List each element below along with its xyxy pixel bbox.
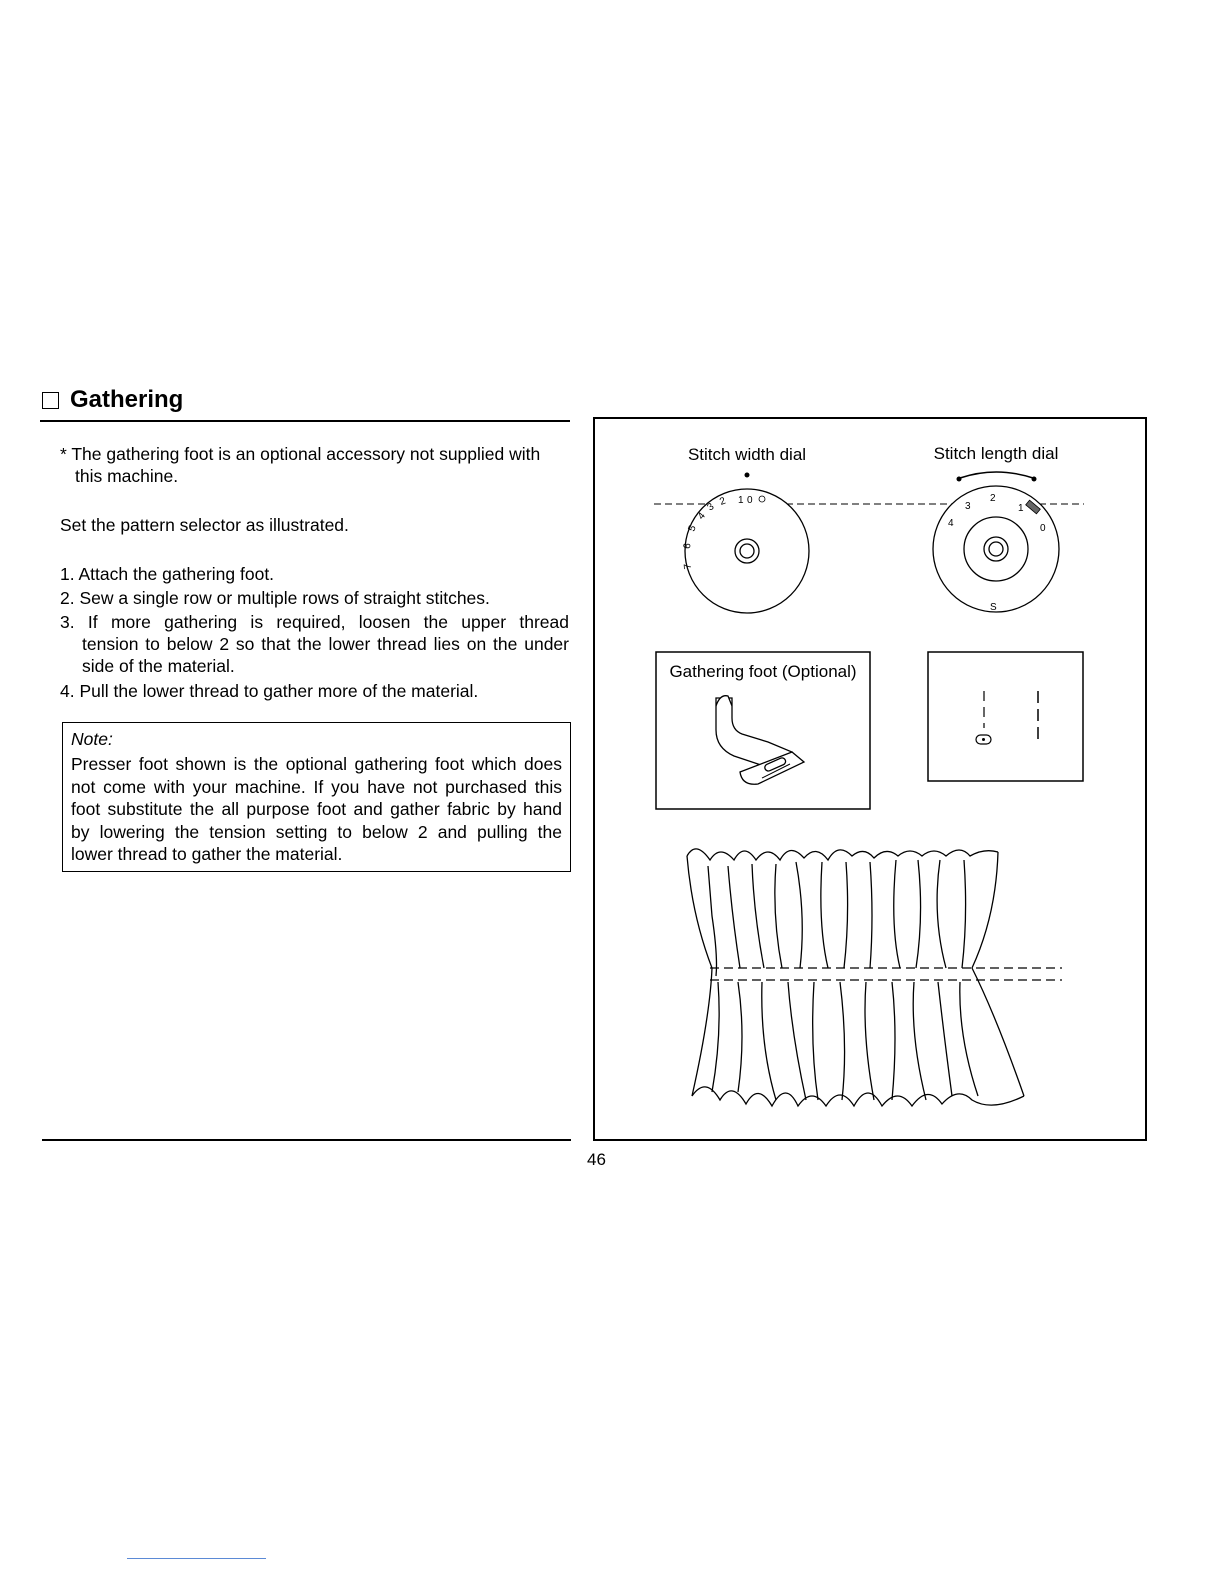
width-dial-number: 5: [686, 524, 699, 534]
stitch-pattern-box: [928, 652, 1083, 781]
gathering-foot-box: [656, 652, 870, 809]
stitch-length-dial: [933, 472, 1059, 613]
accessory-note-line1: * The gathering foot is an optional accessory not supplied with: [60, 444, 541, 464]
accessory-note-line2: this machine.: [75, 466, 179, 486]
bottom-rule: [42, 1139, 571, 1141]
note-line: Presser foot shown is the optional gathering foot which does: [71, 754, 562, 774]
figure-panel: [592, 416, 1152, 1144]
width-dial-number: 1: [738, 495, 744, 506]
width-dial-number: 2: [718, 495, 728, 508]
step-4: 4. Pull the lower thread to gather more of the material.: [60, 681, 479, 701]
page-number: 46: [587, 1150, 606, 1169]
width-dial-number: 3: [705, 501, 717, 514]
note-body: [71, 753, 562, 866]
bottom-accent-line: [127, 1558, 266, 1559]
length-dial-number: 3: [965, 501, 971, 512]
step-3-line1: 3. If more gathering is required, loosen the upper thread: [60, 612, 569, 632]
stitch-length-dial-label: Stitch length dial: [933, 444, 1059, 463]
gathering-foot-icon: [716, 696, 804, 785]
heading-rule: [40, 420, 570, 422]
width-dial-number: 4: [695, 510, 708, 522]
stitch-width-dial-label: Stitch width dial: [687, 445, 807, 464]
step-2: 2. Sew a single row or multiple rows of straight stitches.: [60, 588, 490, 608]
note-title: Note:: [71, 729, 113, 749]
width-dial-number: 6: [682, 542, 694, 550]
gathered-fabric-illustration: [687, 849, 1062, 1106]
width-dial-number: 7: [682, 563, 694, 570]
note-box: [62, 722, 571, 872]
width-dial-number: 0: [747, 495, 753, 506]
section-title: Gathering: [70, 386, 184, 413]
length-dial-number: 2: [990, 493, 996, 504]
stitch-width-dial: [682, 473, 809, 614]
step-1: 1. Attach the gathering foot.: [60, 564, 275, 584]
length-dial-number: 0: [1040, 523, 1046, 534]
length-dial-number: S: [990, 602, 997, 613]
note-line: foot substitute the all purpose foot and gather fabric by hand: [71, 799, 562, 819]
step-3-line3: side of the material.: [82, 656, 235, 676]
note-line: by lowering the tension setting to below 2 and pulling the: [71, 821, 562, 842]
note-line: not come with your machine. If you have not purchased this: [71, 776, 562, 797]
heading-checkbox-icon: [42, 392, 59, 409]
length-dial-range-arc: [960, 472, 1033, 478]
length-dial-number: 4: [948, 518, 954, 529]
width-dial-marker: [745, 473, 750, 478]
pattern-instruction: Set the pattern selector as illustrated.: [60, 515, 349, 535]
length-dial-number: 1: [1018, 503, 1024, 514]
note-line: lower thread to gather the material.: [71, 844, 343, 864]
step-3-line2: tension to below 2 so that the lower thread lies on the under: [82, 634, 569, 654]
gathering-foot-label: Gathering foot (Optional): [669, 662, 857, 681]
